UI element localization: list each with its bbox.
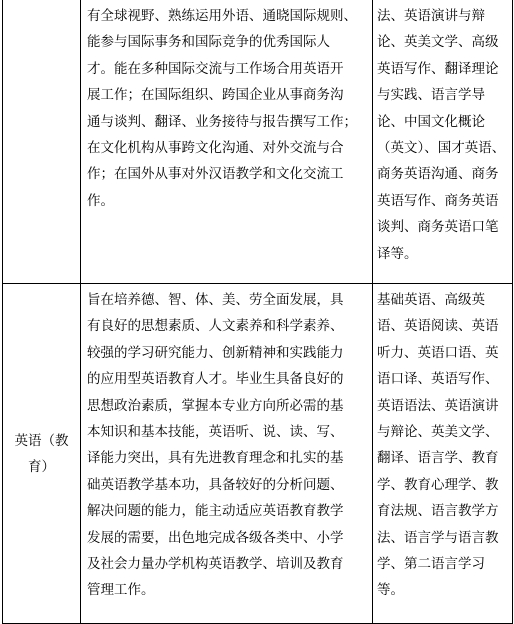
text-line: 论、中国文化概论 (377, 113, 485, 130)
text-line: 及社会力量办学机构英语教学、培训及教育 (87, 556, 344, 573)
curriculum-table (2, 0, 513, 624)
text-line: 才。能在多种国际交流与工作场合用英语开 (87, 60, 344, 77)
text-line: 学、第二语言学习 (377, 556, 485, 573)
text-line: 较强的学习研究能力、创新精神和实践能力 (87, 344, 344, 361)
text-line: 与辩论、英美文学、 (377, 424, 499, 441)
text-line: 英语写作、翻译理论 (377, 60, 499, 77)
major-cell (3, 284, 81, 624)
courses-cell (373, 0, 513, 284)
text-line: 育） (28, 458, 55, 475)
text-line: 法、英语演讲与辩 (377, 8, 485, 24)
text-line: 听力、英语口语、英 (377, 344, 499, 361)
text-line: 语、英语阅读、英语 (377, 318, 499, 335)
text-line: 础英语教学基本功，具备较好的分析问题、 (87, 476, 344, 493)
text-line: 谈判、商务英语口笔 (377, 219, 499, 236)
text-line: 等。 (377, 582, 404, 599)
text-line: 本知识和基本技能，英语听、说、读、写、 (87, 424, 344, 441)
text-line: 发展的需要，出色地完成各级各类中、小学 (87, 529, 344, 546)
text-line: 学、教育心理学、教 (377, 476, 499, 493)
text-line: （英文）、国才英语、 (377, 140, 506, 157)
text-line: 翻译、语言学、教育 (377, 450, 499, 467)
text-line: 英语（教 (14, 432, 69, 449)
text-line: 通与谈判、翻译、业务接待与报告撰写工作； (87, 113, 357, 130)
text-line: 作。 (87, 192, 114, 209)
text-line: 译等。 (377, 245, 418, 262)
table-row (3, 0, 513, 284)
text-line: 基础英语、高级英 (377, 292, 485, 308)
text-line: 旨在培养德、智、体、美、劳全面发展，具 (87, 292, 344, 308)
text-line: 管理工作。 (87, 582, 155, 599)
description-cell (81, 284, 373, 624)
table-row (3, 284, 513, 624)
text-line: 在文化机构从事跨文化沟通、对外交流与合 (87, 140, 344, 157)
text-line: 语口译、英语写作、 (377, 371, 499, 388)
text-line: 商务英语沟通、商务 (377, 166, 499, 183)
text-line: 英语语法、英语演讲 (377, 397, 499, 414)
text-line: 的应用型英语教育人才。毕业生具备良好的 (87, 371, 344, 388)
text-line: 论、英美文学、高级 (377, 34, 499, 51)
text-line: 有良好的思想素质、人文素养和科学素养、 (87, 318, 344, 335)
text-line: 英语写作、商务英语 (377, 192, 499, 209)
text-line: 展工作；在国际组织、跨国企业从事商务沟 (87, 87, 344, 104)
major-cell (3, 0, 81, 284)
description-cell (81, 0, 373, 284)
text-line: 思想政治素质，掌握本专业方向所必需的基 (87, 397, 344, 414)
text-line: 法、语言学与语言教 (377, 529, 499, 546)
text-line: 译能力突出，具有先进教育理念和扎实的基 (87, 450, 344, 467)
text-line: 作；在国外从事对外汉语教学和文化交流工 (87, 166, 344, 183)
text-line: 与实践、语言学导 (377, 87, 485, 104)
text-line: 育法规、语言教学方 (377, 503, 499, 520)
courses-cell (373, 284, 513, 624)
text-line: 解决问题的能力，能主动适应英语教育教学 (87, 503, 344, 520)
text-line: 能参与国际事务和国际竞争的优秀国际人 (87, 34, 330, 51)
text-line: 有全球视野、熟练运用外语、通晓国际规则、 (87, 8, 357, 24)
